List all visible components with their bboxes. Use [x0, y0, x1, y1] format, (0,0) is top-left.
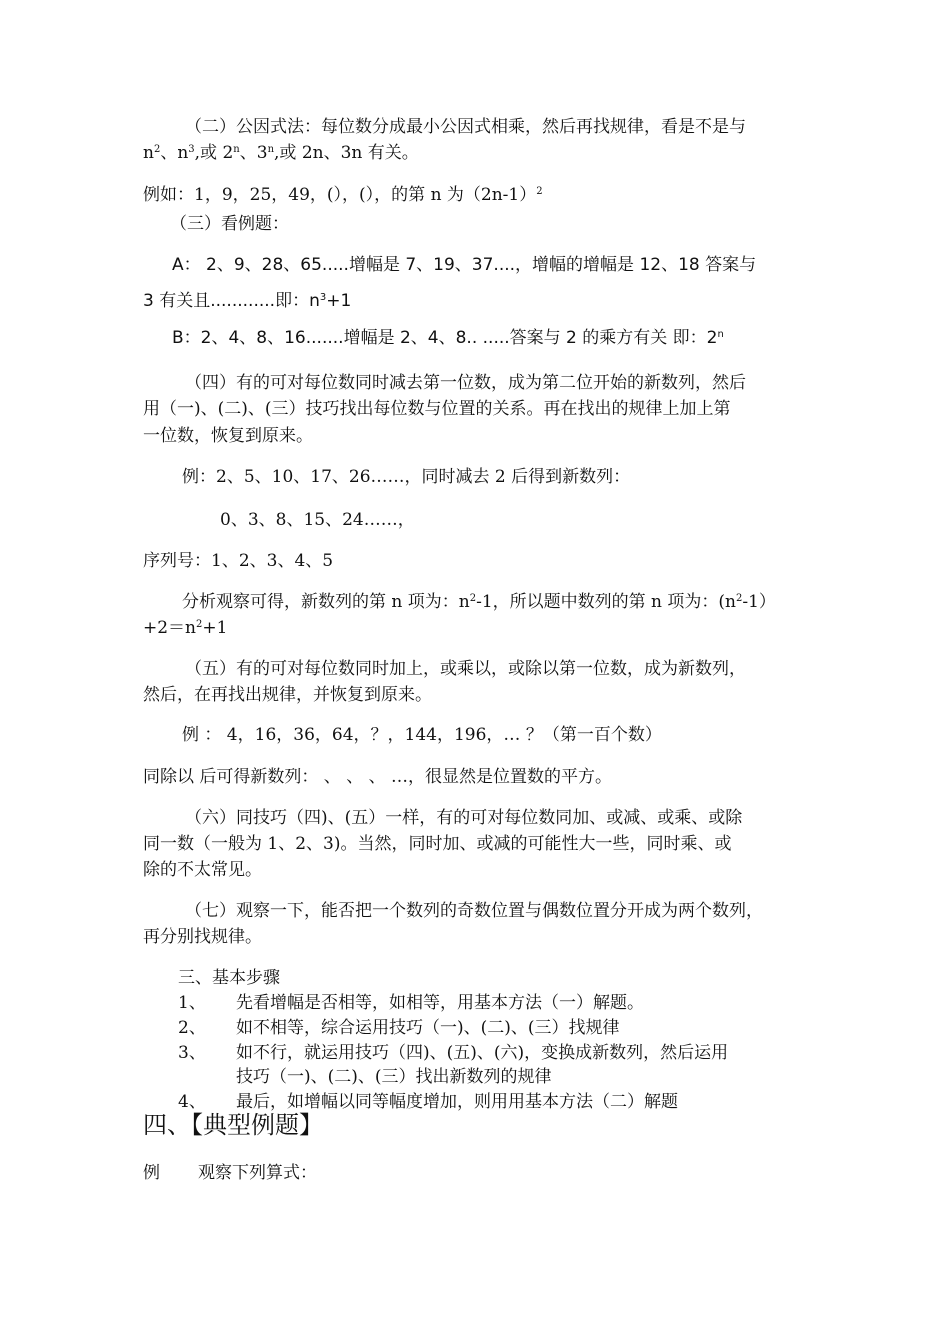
- step-4-number: 4、: [178, 1092, 206, 1112]
- para-6-line-2: 同一数（一般为 1、2、3)。当然，同时加、或减的可能性大一些，同时乘、或: [143, 834, 732, 854]
- para-2-example: 例如：1，9，25，49，(），(），的第 n 为$(2n-1)^2$: [143, 185, 543, 205]
- step-2-number: 2、: [178, 1018, 206, 1038]
- para-3-example-a: A： 2、9、28、65.....增幅是 7、19、37....，增幅的增幅是 12、18 答案与: [172, 255, 757, 275]
- para-4-new-sequence: 0、3、8、15、24……，: [220, 510, 415, 530]
- steps-title: 三、基本步骤: [178, 968, 280, 988]
- para-7-line-1: （七）观察一下，能否把一个数列的奇数位置与偶数位置分开成为两个数列，: [185, 901, 763, 921]
- para-3-title: （三）看例题：: [170, 214, 289, 234]
- example-text: 观察下列算式：: [198, 1163, 317, 1183]
- step-4-text: 最后，如增幅以同等幅度增加，则用用基本方法（二）解题: [236, 1092, 678, 1112]
- para-4-example: 例：2、5、10、17、26……，同时减去 2 后得到新数列：: [182, 467, 631, 487]
- para-4-line-1: （四）有的可对每位数同时减去第一位数，成为第二位开始的新数列，然后: [185, 373, 746, 393]
- para-5-line-1: （五）有的可对每位数同时加上，或乘以，或除以第一位数，成为新数列，: [185, 659, 746, 679]
- para-4-line-3: 一位数，恢复到原来。: [143, 426, 313, 446]
- para-2-line-1: （二）公因式法：每位数分成最小公因式相乘，然后再找规律，看是不是与: [185, 117, 746, 137]
- step-2-text: 如不相等，综合运用技巧（一)、(二)、(三）找规律: [236, 1018, 620, 1038]
- para-6-line-1: （六）同技巧（四)、(五）一样，有的可对每位数同加、或减、或乘、或除: [185, 808, 743, 828]
- step-1-text: 先看增幅是否相等，如相等，用基本方法（一）解题。: [236, 993, 644, 1013]
- para-5-example: 例 ： 4，16，36，64，？，144，196，… ？（第一百个数）: [182, 725, 662, 745]
- example-label: 例: [143, 1163, 160, 1183]
- para-3-example-b: B：2、4、8、16.......增幅是 2、4、8.. .....答案与 2 的乘方有关 即：2$^n$: [172, 328, 724, 348]
- para-3-example-a-cont: 3 有关且............即：$n^3+1$: [143, 291, 352, 311]
- para-4-sequence-numbers: 序列号：1、2、3、4、5: [143, 551, 334, 571]
- para-6-line-3: 除的不太常见。: [143, 860, 262, 880]
- para-4-analysis-line-1: 分析观察可得，新数列的第 n 项为：$n^2-1$，所以题中数列的第 n 项为：$(n^2-1)$: [182, 592, 776, 612]
- step-3-number: 3、: [178, 1043, 206, 1063]
- step-1-number: 1、: [178, 993, 206, 1013]
- step-3-text: 如不行，就运用技巧（四)、(五)、(六)，变换成新数列，然后运用: [236, 1043, 729, 1063]
- para-4-line-2: 用（一)、(二)、(三）技巧找出每位数与位置的关系。再在找出的规律上加上第: [143, 399, 731, 419]
- para-2-line-2: $n^2$、$n^3$,或 2$^n$、3$^n$,或 2n、3n 有关。: [143, 143, 419, 163]
- para-4-analysis-line-2: $+2=n^2+1$: [143, 618, 228, 638]
- para-5-division: 同除以 后可得新数列： 、 、 、 …，很显然是位置数的平方。: [143, 767, 613, 787]
- para-5-line-2: 然后，在再找出规律，并恢复到原来。: [143, 685, 432, 705]
- step-3-text-cont: 技巧（一)、(二)、(三）找出新数列的规律: [236, 1067, 552, 1087]
- para-7-line-2: 再分别找规律。: [143, 927, 262, 947]
- section-4-heading: 四、【典型例题】: [143, 1111, 323, 1139]
